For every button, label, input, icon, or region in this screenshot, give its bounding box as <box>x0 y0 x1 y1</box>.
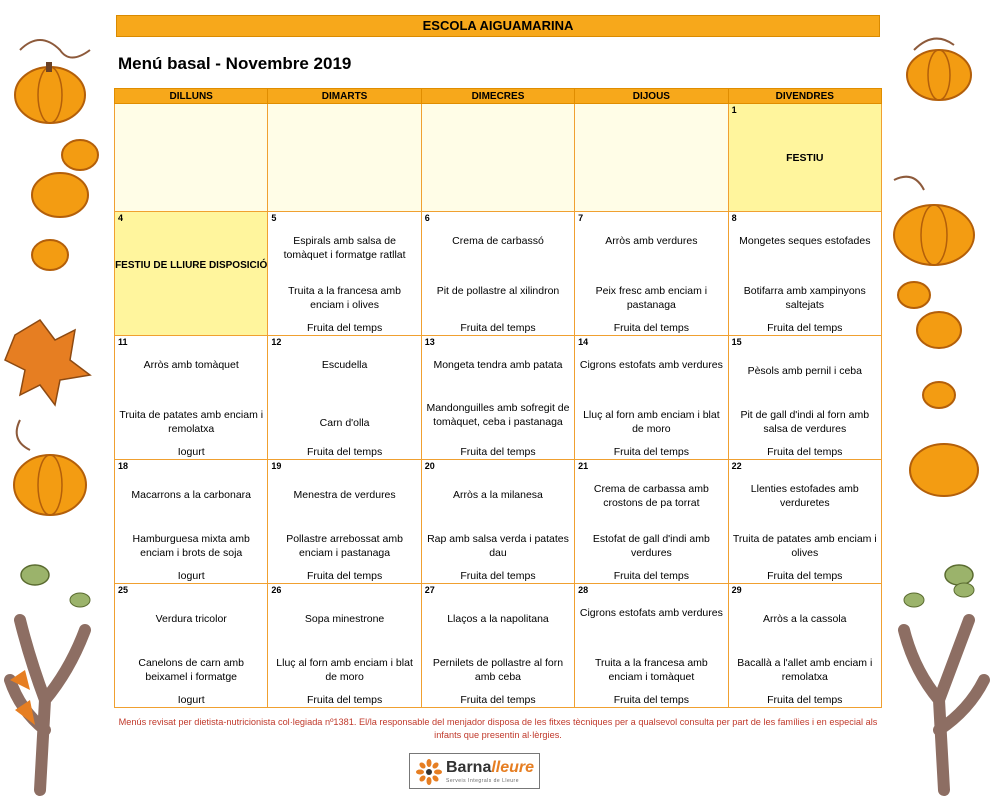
day-number: 28 <box>578 585 589 595</box>
second-course: Hamburguesa mixta amb enciam i brots de soja <box>132 533 250 559</box>
dessert: Fruita del temps <box>306 694 383 706</box>
dessert: Fruita del temps <box>613 446 689 458</box>
weekday-header: DIMECRES <box>421 89 574 104</box>
second-course: Peix fresc amb enciam i pastanaga <box>595 285 708 311</box>
dessert: Fruita del temps <box>767 446 843 458</box>
day-number: 22 <box>731 461 742 471</box>
first-course: Verdura tricolor <box>155 613 227 625</box>
day-cell <box>268 336 421 460</box>
day-cell <box>728 460 881 584</box>
day-number: 18 <box>118 461 129 471</box>
dessert: Fruita del temps <box>460 446 536 458</box>
day-cell <box>575 460 728 584</box>
day-cell <box>728 212 881 336</box>
day-cell <box>115 584 268 708</box>
second-course: Pit de gall d'indi al forn amb salsa de verdures <box>740 409 870 435</box>
day-number: 21 <box>578 461 589 471</box>
second-course: Truita de patates amb enciam i olives <box>732 533 877 559</box>
day-cell <box>575 212 728 336</box>
first-course: Pèsols amb pernil i ceba <box>747 365 862 377</box>
tree-decoration-right <box>884 580 997 800</box>
second-course: Lluç al forn amb enciam i blat de moro <box>276 657 413 683</box>
day-number: 11 <box>118 337 128 347</box>
second-course: Mandonguilles amb sofregit de tomàquet, ceba i pastanaga <box>426 402 570 428</box>
dessert: Iogurt <box>177 446 205 458</box>
second-course: Pernilets de pollastre al forn amb ceba <box>432 657 564 683</box>
first-course: Sopa minestrone <box>304 613 385 625</box>
dessert: Fruita del temps <box>306 446 383 458</box>
second-course: Estofat de gall d'indi amb verdures <box>592 533 710 559</box>
page-title: Menú basal - Novembre 2019 <box>118 54 352 73</box>
day-number: 5 <box>271 213 277 223</box>
dessert: Iogurt <box>177 694 205 706</box>
second-course: Truita a la francesa amb enciam i tomàquet <box>594 657 708 683</box>
day-number: 26 <box>271 585 282 595</box>
day-number: 27 <box>424 585 435 595</box>
day-cell <box>421 584 574 708</box>
day-cell <box>268 584 421 708</box>
pumpkin-decoration-left <box>0 30 112 590</box>
weekday-header: DIVENDRES <box>728 89 881 104</box>
weekday-header: DIMARTS <box>268 89 421 104</box>
weekday-header: DIJOUS <box>575 89 728 104</box>
day-cell <box>575 584 728 708</box>
dessert: Fruita del temps <box>767 694 843 706</box>
day-cell <box>728 336 881 460</box>
day-number: 7 <box>578 213 584 223</box>
dessert: Fruita del temps <box>306 322 383 334</box>
day-cell <box>421 336 574 460</box>
day-cell <box>728 584 881 708</box>
first-course: Arròs a la cassola <box>763 613 847 625</box>
logo-wordmark: Barnalleure <box>446 759 535 776</box>
dessert: Fruita del temps <box>460 322 536 334</box>
second-course: Carn d'olla <box>319 417 370 429</box>
second-course: Lluç al forn amb enciam i blat de moro <box>583 409 720 435</box>
day-number: 15 <box>731 337 742 347</box>
day-number: 19 <box>271 461 282 471</box>
dessert: Fruita del temps <box>613 570 689 582</box>
first-course: Cigrons estofats amb verdures <box>579 607 723 619</box>
first-course: Crema de carbassó <box>452 235 544 247</box>
first-course: Cigrons estofats amb verdures <box>579 359 723 371</box>
second-course: Truita a la francesa amb enciam i olives <box>288 285 401 311</box>
holiday-label: FESTIU DE LLIURE DISPOSICIÓ <box>115 260 268 271</box>
day-cell <box>115 212 268 336</box>
empty-day-cell <box>268 104 421 212</box>
first-course: Arròs amb tomàquet <box>143 359 239 371</box>
first-course: Mongetes seques estofades <box>739 235 871 247</box>
second-course: Pit de pollastre al xilindron <box>436 285 560 297</box>
day-number: 13 <box>424 337 435 347</box>
dessert: Fruita del temps <box>767 322 843 334</box>
empty-day-cell <box>421 104 574 212</box>
day-number: 25 <box>118 585 129 595</box>
holiday-label: FESTIU <box>786 152 824 164</box>
second-course: Botifarra amb xampinyons saltejats <box>743 285 866 311</box>
empty-day-cell <box>115 104 268 212</box>
dessert: Fruita del temps <box>306 570 383 582</box>
dessert: Fruita del temps <box>613 322 689 334</box>
day-number: 29 <box>731 585 742 595</box>
day-cell <box>421 460 574 584</box>
first-course: Llaços a la napolitana <box>447 613 549 625</box>
first-course: Mongeta tendra amb patata <box>433 359 563 371</box>
day-cell <box>115 460 268 584</box>
day-cell <box>575 336 728 460</box>
day-number: 8 <box>731 213 737 223</box>
first-course: Menestra de verdures <box>293 489 396 501</box>
weekday-header: DILLUNS <box>115 89 268 104</box>
first-course: Llenties estofades amb verduretes <box>750 483 859 509</box>
second-course: Bacallà a l'allet amb enciam i remolatxa <box>737 657 873 683</box>
day-cell <box>115 336 268 460</box>
school-title: ESCOLA AIGUAMARINA <box>116 15 880 37</box>
second-course: Canelons de carn amb beixamel i formatge <box>138 657 245 683</box>
dessert: Fruita del temps <box>767 570 843 582</box>
dessert: Iogurt <box>177 570 205 582</box>
day-number: 14 <box>578 337 589 347</box>
day-cell <box>728 104 881 212</box>
first-course: Espirals amb salsa de tomàquet i formatge ratllat <box>283 235 406 261</box>
empty-day-cell <box>575 104 728 212</box>
dessert: Fruita del temps <box>460 570 536 582</box>
logo-tagline: Serveis Integrals de Lleure <box>446 778 519 784</box>
first-course: Escudella <box>321 359 368 371</box>
menu-calendar <box>114 88 882 708</box>
day-cell <box>268 460 421 584</box>
first-course: Macarrons a la carbonara <box>131 489 252 501</box>
day-cell <box>421 212 574 336</box>
barnalleure-logo <box>409 753 540 789</box>
day-cell <box>268 212 421 336</box>
dietitian-note: Menús revisat per dietista-nutricionista col·legiada nº1381. El/la responsable del menjador disposa de les fitxes tècniques per a qualsevol consulta per part de les famílies i en especial als infants que presentin al·lèrgies. <box>118 717 878 740</box>
day-number: 4 <box>118 213 124 223</box>
dessert: Fruita del temps <box>613 694 689 706</box>
pumpkin-decoration-right <box>884 30 997 590</box>
tree-decoration-left <box>0 580 112 800</box>
sun-flower-icon <box>416 759 442 785</box>
dessert: Fruita del temps <box>460 694 536 706</box>
day-number: 1 <box>731 105 737 115</box>
day-number: 6 <box>424 213 430 223</box>
second-course: Pollastre arrebossat amb enciam i pastanaga <box>286 533 403 559</box>
first-course: Arròs a la milanesa <box>453 489 543 501</box>
first-course: Crema de carbassa amb crostons de pa torrat <box>593 483 709 509</box>
second-course: Truita de patates amb enciam i remolatxa <box>119 409 264 435</box>
day-number: 12 <box>271 337 282 347</box>
first-course: Arròs amb verdures <box>605 235 698 247</box>
day-number: 20 <box>424 461 435 471</box>
second-course: Rap amb salsa verda i patates dau <box>427 533 569 559</box>
